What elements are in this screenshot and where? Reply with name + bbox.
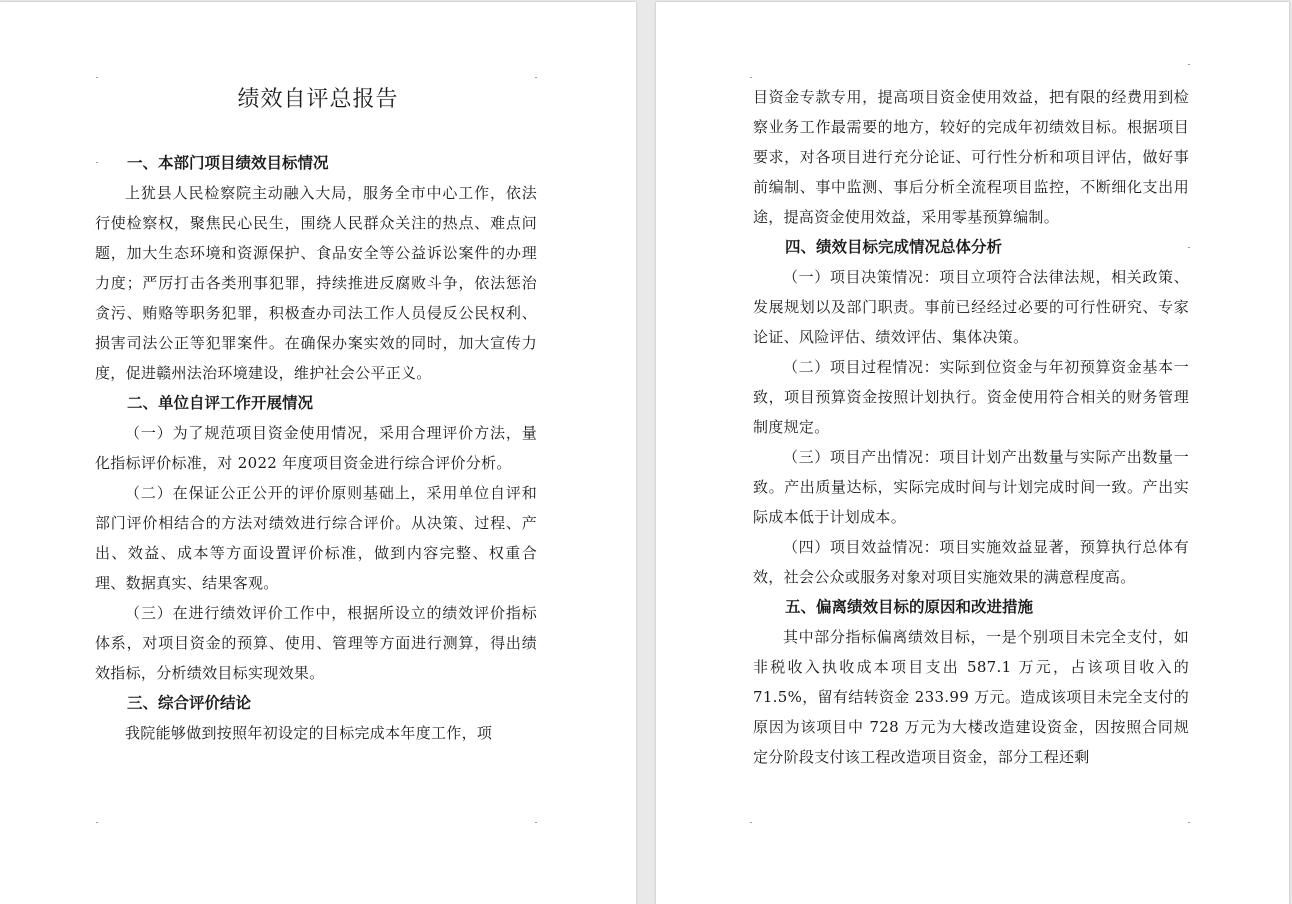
crop-mark bbox=[535, 77, 537, 78]
crop-mark bbox=[750, 822, 752, 823]
crop-mark bbox=[96, 77, 98, 78]
paragraph: 其中部分指标偏离绩效目标，一是个别项目未完全支付，如非税收入执收成本项目支出 587.1 万元，占该项目收入的 71.5%，留有结转资金 233.99 万元。造成该项目未完全支付的原因为该项目中 728 万元为大楼改造建设资金，因按照合同规定分阶段支付该工程改造项目资金，部分工程还剩 bbox=[753, 628, 1189, 766]
paragraph: （三）项目产出情况：项目计划产出数量与实际产出数量一致。产出质量达标，实际完成时间与计划完成时间一致。产出实际成本低于计划成本。 bbox=[753, 448, 1189, 526]
document-page-right bbox=[656, 2, 1289, 904]
document-page-left bbox=[0, 2, 636, 904]
paragraph: 目资金专款专用，提高项目资金使用效益，把有限的经费用到检察业务工作最需要的地方，较好的完成年初绩效目标。根据项目要求，对各项目进行充分论证、可行性分析和项目评估，做好事前编制、事中监测、事后分析全流程项目监控，不断细化支出用途，提高资金使用效益，采用零基预算编制。 bbox=[753, 88, 1189, 226]
paragraph: （三）在进行绩效评价工作中，根据所设立的绩效评价指标体系，对项目资金的预算、使用、管理等方面进行测算，得出绩效指标，分析绩效目标实现效果。 bbox=[95, 604, 537, 682]
section-heading-1: 一、本部门项目绩效目标情况 bbox=[127, 154, 329, 172]
crop-mark bbox=[96, 162, 98, 163]
section-heading-2: 二、单位自评工作开展情况 bbox=[127, 394, 314, 412]
paragraph: 上犹县人民检察院主动融入大局，服务全市中心工作，依法行使检察权，聚焦民心民生，围绕人民群众关注的热点、难点问题，加大生态环境和资源保护、食品安全等公益诉讼案件的办理力度；严厉打击各类刑事犯罪，持续推进反腐败斗争，依法惩治贪污、贿赂等职务犯罪，积极查办司法工作人员侵反公民权利、损害司法公正等犯罪案件。在确保办案实效的同时，加大宣传力度，促进赣州法治环境建设，维护社会公平正义。 bbox=[95, 184, 537, 382]
section-heading-5: 五、偏离绩效目标的原因和改进措施 bbox=[785, 598, 1034, 616]
paragraph: （二）项目过程情况：实际到位资金与年初预算资金基本一致，项目预算资金按照计划执行。资金使用符合相关的财务管理制度规定。 bbox=[753, 358, 1189, 436]
crop-mark bbox=[1188, 247, 1190, 248]
page-title: 绩效自评总报告 bbox=[237, 87, 399, 112]
crop-mark bbox=[96, 822, 98, 823]
section-heading-3: 三、综合评价结论 bbox=[127, 694, 252, 712]
paragraph: 我院能够做到按照年初设定的目标完成本年度工作，项 bbox=[125, 724, 493, 742]
paragraph: （一）为了规范项目资金使用情况，采用合理评价方法，量化指标评价标准，对 2022 年度项目资金进行综合评价分析。 bbox=[95, 424, 537, 472]
paragraph: （四）项目效益情况：项目实施效益显著，预算执行总体有效，社会公众或服务对象对项目实施效果的满意程度高。 bbox=[753, 538, 1189, 586]
crop-mark bbox=[1188, 64, 1190, 65]
crop-mark bbox=[1188, 822, 1190, 823]
crop-mark bbox=[535, 822, 537, 823]
left-page-body bbox=[95, 148, 537, 748]
section-heading-4: 四、绩效目标完成情况总体分析 bbox=[785, 238, 1003, 256]
paragraph: （二）在保证公正公开的评价原则基础上，采用单位自评和部门评价相结合的方法对绩效进行综合评价。从决策、过程、产出、效益、成本等方面设置评价标准，做到内容完整、权重合理、数据真实、结果客观。 bbox=[95, 484, 537, 592]
crop-mark bbox=[750, 77, 752, 78]
right-page-body bbox=[753, 82, 1189, 772]
paragraph: （一）项目决策情况：项目立项符合法律法规，相关政策、发展规划以及部门职责。事前已经经过必要的可行性研究、专家论证、风险评估、绩效评估、集体决策。 bbox=[753, 268, 1189, 346]
